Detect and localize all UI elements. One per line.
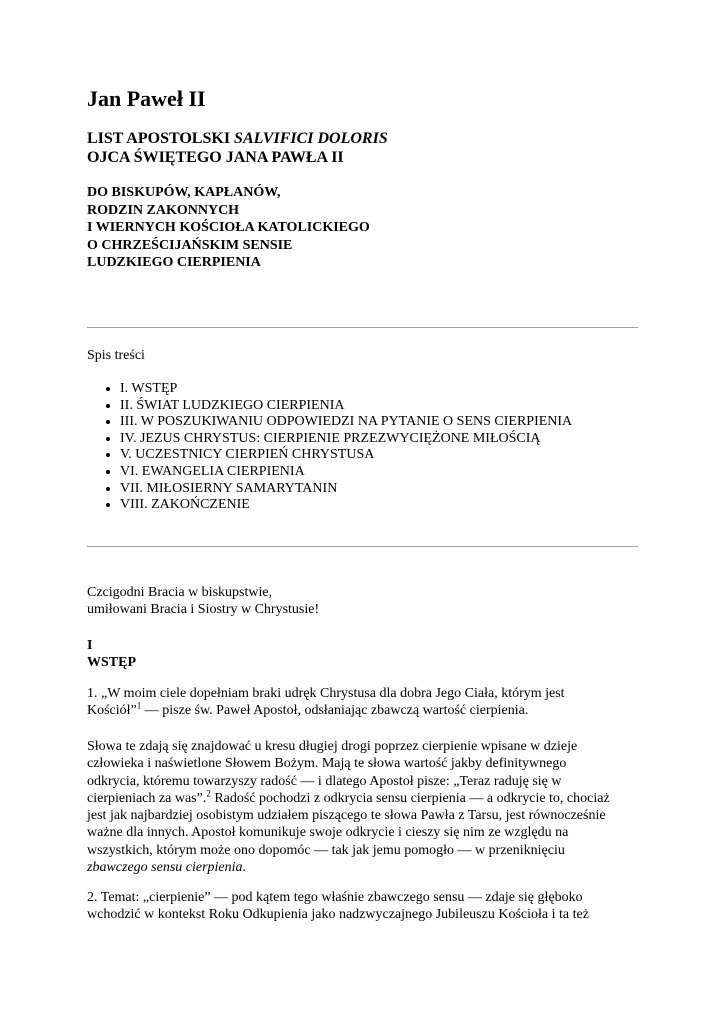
toc-list: [87, 381, 572, 514]
divider-bottom: [87, 546, 638, 547]
toc-item[interactable]: [120, 497, 572, 514]
text-line: odkrycia, któremu towarzyszy radość — i dlatego Apostoł pisze: „Teraz raduję się w: [87, 773, 562, 789]
letter-title-prefix: LIST APOSTOLSKI: [87, 130, 235, 147]
addressee-line: DO BISKUPÓW, KAPŁANÓW,: [87, 185, 281, 200]
text-line: człowieka i naświetlone Słowem Bożym. Mają te słowa wartość jakby definitywnego: [87, 756, 567, 772]
footnote-ref[interactable]: 1: [136, 700, 142, 711]
text-line: — pisze św. Paweł Apostoł, odsłaniając zbawczą wartość cierpienia.: [141, 703, 529, 719]
letter-title-line2: OJCA ŚWIĘTEGO JANA PAWŁA II: [87, 149, 344, 166]
addressees: [87, 184, 370, 272]
letter-title: [87, 129, 388, 167]
emphasis-text: zbawczego sensu cierpienia: [87, 860, 243, 876]
addressee-line: RODZIN ZAKONNYCH: [87, 202, 240, 218]
text-line: 2. Temat: „cierpienie” — pod kątem tego właśnie zbawczego sensu — zdaje się głęboko: [87, 890, 583, 905]
text-line: Radość pochodzi z odkrycia sensu cierpienia — a odkrycie to, chociaż: [210, 790, 610, 806]
toc-item[interactable]: [120, 431, 572, 448]
section-title: WSTĘP: [87, 655, 137, 671]
toc-item-label[interactable]: VI. EWANGELIA CIERPIENIA: [120, 463, 305, 479]
text-line: Kościół”: [87, 703, 137, 719]
paragraph-2: [87, 738, 642, 876]
toc-title: Spis treści: [87, 348, 145, 363]
text-line: wszystkich, którym może ono dopomóc — tak jak jemu pomogło — w przeniknięciu: [87, 842, 565, 858]
toc-item[interactable]: [120, 381, 572, 398]
addressee-line: O CHRZEŚCIJAŃSKIM SENSIE: [87, 237, 293, 253]
section-heading: [87, 637, 642, 672]
toc-item[interactable]: [120, 398, 572, 415]
paragraph-1: [87, 685, 642, 720]
toc-item-label[interactable]: II. ŚWIAT LUDZKIEGO CIERPIENIA: [120, 397, 345, 413]
toc-item[interactable]: [120, 481, 572, 498]
toc-item-label[interactable]: VIII. ZAKOŃCZENIE: [120, 497, 250, 513]
letter-title-italic: SALVIFICI DOLORIS: [234, 130, 388, 147]
footnote-ref[interactable]: 2: [206, 788, 211, 799]
addressee-line: I WIERNYCH KOŚCIOŁA KATOLICKIEGO: [87, 220, 370, 235]
text-line: wchodzić w kontekst Roku Odkupienia jako nadzwyczajnego Jubileuszu Kościoła i ta też: [87, 907, 589, 923]
toc-item[interactable]: [120, 414, 572, 431]
text-line: ważne dla innych. Apostoł komunikuje swoje odkrycie i cieszy się nim ze względu na: [87, 825, 569, 841]
text-line: jest jak najbardziej osobistym udziałem piszącego te słowa Pawła z Tarsu, jest równocześnie: [87, 808, 606, 824]
toc-item[interactable]: [120, 464, 572, 481]
text-line: 1. „W moim ciele dopełniam braki udręk Chrystusa dla dobra Jego Ciała, którym jest: [87, 686, 565, 701]
greeting-line: umiłowani Bracia i Siostry w Chrystusie!: [87, 602, 320, 618]
greeting: [87, 584, 642, 619]
toc-item-label[interactable]: IV. JEZUS CHRYSTUS: CIERPIENIE PRZEZWYCIĘŻONE MIŁOŚCIĄ: [120, 430, 541, 446]
author-heading: Jan Paweł II: [87, 86, 206, 111]
text-line: Słowa te zdają się znajdować u kresu długiej drogi poprzez cierpienie wpisane w dzieje: [87, 739, 578, 754]
paragraph-3: [87, 889, 642, 924]
toc-item-label[interactable]: III. W POSZUKIWANIU ODPOWIEDZI NA PYTANIE O SENS CIERPIENIA: [120, 414, 573, 430]
toc-item-label[interactable]: V. UCZESTNICY CIERPIEŃ CHRYSTUSA: [120, 447, 375, 463]
toc-item[interactable]: [120, 447, 572, 464]
divider-top: [87, 327, 638, 328]
section-number: I: [87, 638, 93, 653]
toc-item-label[interactable]: VII. MIŁOSIERNY SAMARYTANIN: [120, 480, 338, 496]
letter-title-line1: [87, 129, 388, 148]
addressee-line: LUDZKIEGO CIERPIENIA: [87, 255, 261, 270]
text-line: .: [242, 860, 247, 876]
toc-item-label[interactable]: I. WSTĘP: [120, 381, 178, 396]
greeting-line: Czcigodni Bracia w biskupstwie,: [87, 585, 273, 600]
text-line: cierpieniach za was”.: [87, 790, 207, 806]
